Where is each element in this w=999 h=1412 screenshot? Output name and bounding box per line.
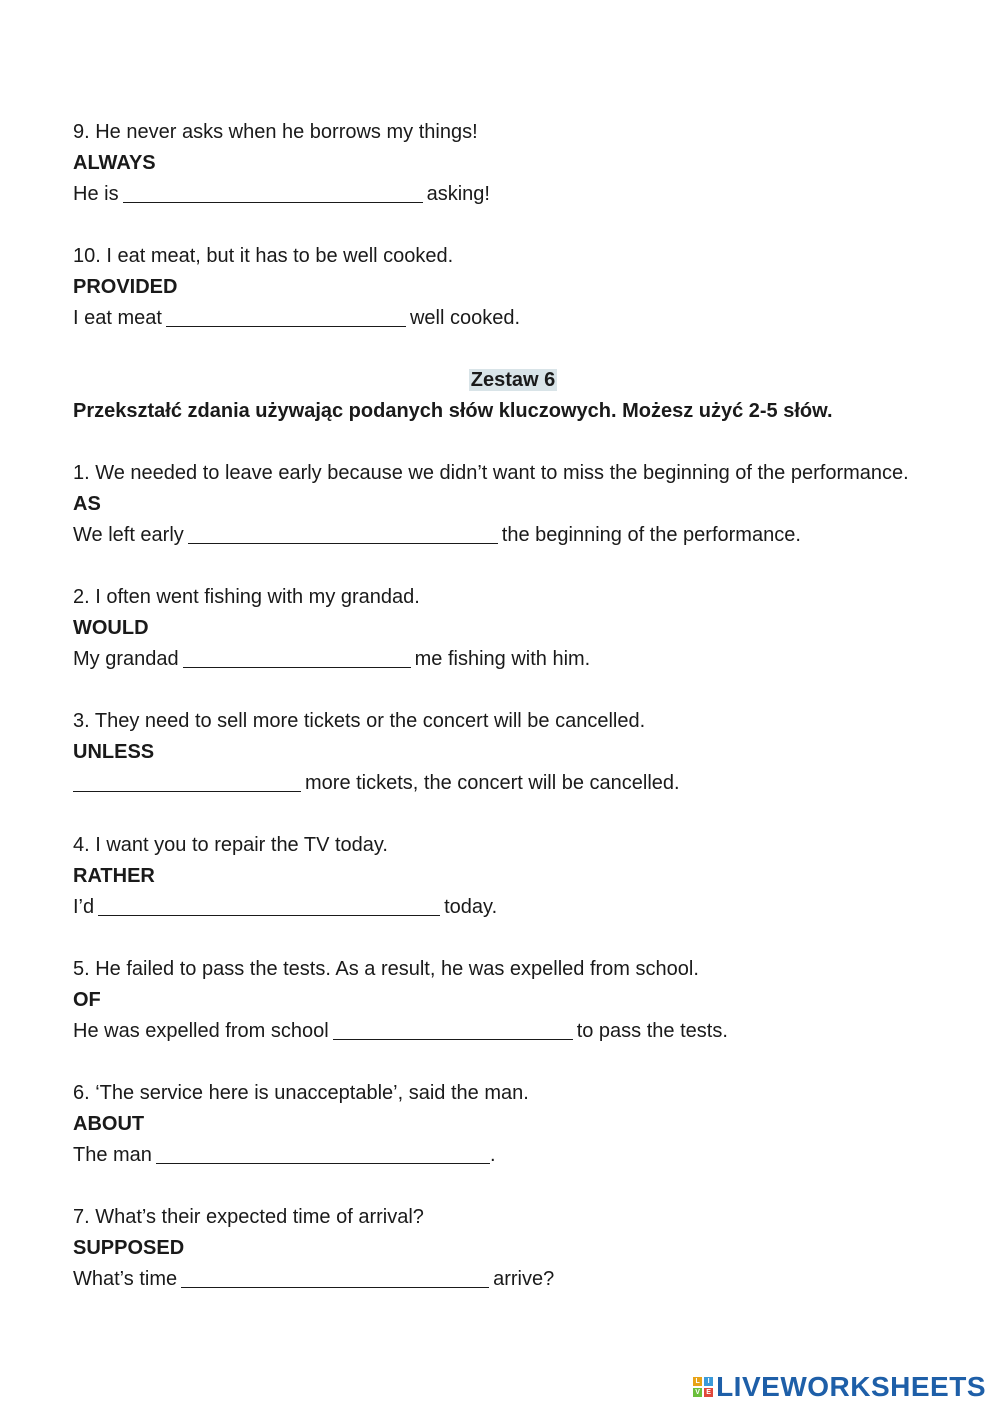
answer-line [73, 520, 953, 551]
answer-line [73, 1264, 953, 1295]
question-text: 6. ‘The service here is unacceptable’, said the man. [73, 1082, 529, 1104]
answer-blank[interactable] [183, 647, 411, 668]
answer-blank[interactable] [188, 523, 498, 544]
question-text: 2. I often went fishing with my grandad. [73, 586, 420, 608]
keyword: ABOUT [73, 1113, 145, 1135]
prefix-text: I’d [73, 896, 95, 918]
keyword: AS [73, 493, 101, 515]
prefix-text: He is [73, 183, 119, 205]
suffix-text: arrive? [493, 1268, 555, 1290]
question-text: 5. He failed to pass the tests. As a result, he was expelled from school. [73, 958, 699, 980]
suffix-text: more tickets, the concert will be cancelled. [305, 772, 680, 794]
instructions: Przekształć zdania używając podanych słów kluczowych. Możesz użyć 2-5 słów. [73, 400, 833, 422]
suffix-text: today. [444, 896, 498, 918]
logo-mark-letter: I [704, 1377, 713, 1386]
keyword: ALWAYS [73, 152, 156, 174]
keyword: UNLESS [73, 741, 155, 763]
prefix-text: We left early [73, 524, 184, 546]
suffix-text: me fishing with him. [414, 648, 591, 670]
keyword: SUPPOSED [73, 1237, 185, 1259]
answer-blank[interactable] [166, 306, 406, 327]
prefix-text: What’s time [73, 1268, 178, 1290]
question-text: 4. I want you to repair the TV today. [73, 834, 388, 856]
suffix-text: well cooked. [409, 307, 520, 329]
question-text: 1. We needed to leave early because we didn’t want to miss the beginning of the performance. [73, 462, 909, 484]
suffix-text: the beginning of the performance. [501, 524, 801, 546]
prefix-text: I eat meat [73, 307, 162, 329]
logo-mark-letter: V [693, 1388, 702, 1397]
keyword: PROVIDED [73, 276, 178, 298]
suffix-text: asking! [426, 183, 490, 205]
question-text: 7. What’s their expected time of arrival? [73, 1206, 424, 1228]
answer-line [73, 303, 953, 334]
answer-line [73, 768, 953, 799]
question-text: 9. He never asks when he borrows my things! [73, 121, 478, 143]
logo-mark-icon [693, 1377, 713, 1397]
answer-blank[interactable] [98, 895, 440, 916]
prefix-text: He was expelled from school [73, 1020, 329, 1042]
question-text: 10. I eat meat, but it has to be well cooked. [73, 245, 454, 267]
section-title: Zestaw 6 [470, 369, 556, 391]
answer-line [73, 1016, 953, 1047]
answer-blank[interactable] [156, 1143, 490, 1164]
answer-line [73, 892, 953, 923]
answer-line [73, 644, 953, 675]
keyword: OF [73, 989, 101, 1011]
logo-mark-letter: E [704, 1388, 713, 1397]
logo-text: LIVEWORKSHEETS [716, 1371, 986, 1402]
answer-blank[interactable] [73, 771, 301, 792]
answer-blank[interactable] [181, 1267, 489, 1288]
prefix-text: The man [73, 1144, 152, 1166]
worksheet [73, 117, 953, 1295]
question-text: 3. They need to sell more tickets or the concert will be cancelled. [73, 710, 646, 732]
section-heading-row [73, 365, 953, 396]
answer-line [73, 1140, 953, 1171]
prefix-text: My grandad [73, 648, 179, 670]
answer-line [73, 179, 953, 210]
logo-mark-letter: L [693, 1377, 702, 1386]
keyword: WOULD [73, 617, 149, 639]
keyword: RATHER [73, 865, 155, 887]
answer-blank[interactable] [123, 182, 423, 203]
suffix-text: . [489, 1144, 496, 1166]
answer-blank[interactable] [333, 1019, 573, 1040]
suffix-text: to pass the tests. [576, 1020, 728, 1042]
liveworksheets-logo [693, 1372, 986, 1402]
